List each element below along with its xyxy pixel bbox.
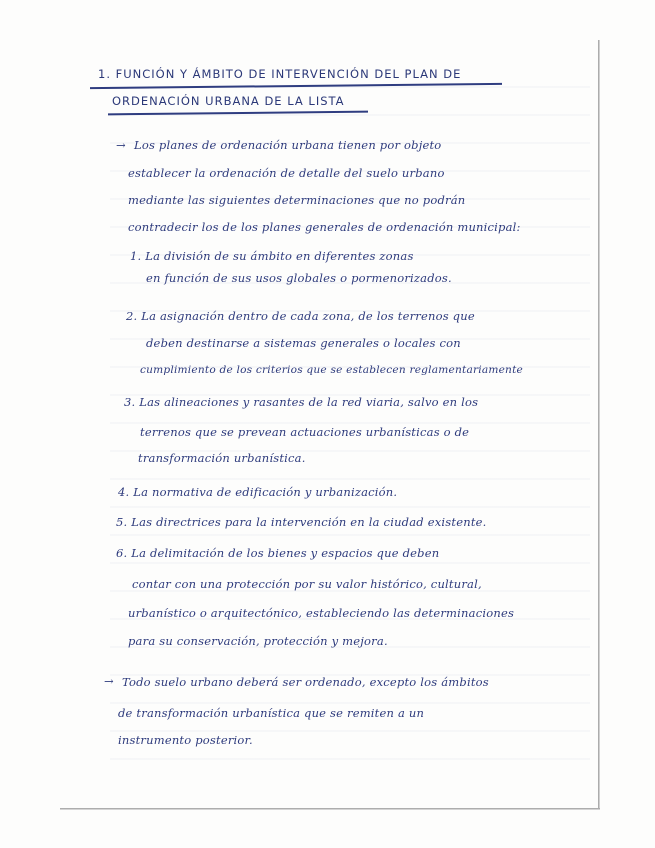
list-item-3-line: 3. Las alineaciones y rasantes de la red viaria, salvo en los — [124, 395, 479, 409]
paper-edge-right — [598, 40, 600, 810]
list-item-5-line: 5. Las directrices para la intervención en la ciudad existente. — [116, 515, 487, 529]
intro-line: mediante las siguientes determinaciones que no podrán — [128, 193, 466, 207]
list-item-6-line: para su conservación, protección y mejora. — [128, 634, 388, 648]
paper-edge-bottom — [60, 808, 600, 810]
intro-line: contradecir los de los planes generales de ordenación municipal: — [128, 220, 521, 234]
list-item-1-line: 1. La división de su ámbito en diferentes zonas — [130, 249, 414, 263]
list-item-1-line: en función de sus usos globales o pormenorizados. — [146, 271, 452, 285]
closing-line: de transformación urbanística que se remiten a un — [118, 706, 425, 720]
list-item-6-line: urbanístico o arquitectónico, estableciendo las determinaciones — [128, 606, 515, 620]
intro-line: establecer la ordenación de detalle del suelo urbano — [128, 166, 445, 180]
title-line-1: 1. FUNCIÓN Y ÁMBITO DE INTERVENCIÓN DEL PLAN DE — [98, 67, 462, 81]
closing-arrow: → — [104, 674, 114, 688]
list-item-2-line: deben destinarse a sistemas generales o locales con — [146, 336, 461, 350]
list-item-2-line: 2. La asignación dentro de cada zona, de los terrenos que — [126, 309, 475, 323]
closing-line: Todo suelo urbano deberá ser ordenado, excepto los ámbitos — [122, 675, 489, 689]
intro-arrow: → — [116, 138, 126, 152]
list-item-6-line: 6. La delimitación de los bienes y espacios que deben — [116, 546, 440, 560]
list-item-3-line: terrenos que se prevean actuaciones urbanísticas o de — [140, 425, 470, 439]
list-item-4-line: 4. La normativa de edificación y urbanización. — [118, 485, 398, 499]
list-item-3-line: transformación urbanística. — [138, 451, 306, 465]
title-line-2: ORDENACIÓN URBANA DE LA LISTA — [112, 94, 345, 108]
intro-line: Los planes de ordenación urbana tienen por objeto — [134, 138, 442, 152]
closing-line: instrumento posterior. — [118, 733, 253, 747]
list-item-6-line: contar con una protección por su valor histórico, cultural, — [132, 577, 482, 591]
list-item-2-line: cumplimiento de los criterios que se establecen reglamentariamente — [140, 364, 524, 376]
